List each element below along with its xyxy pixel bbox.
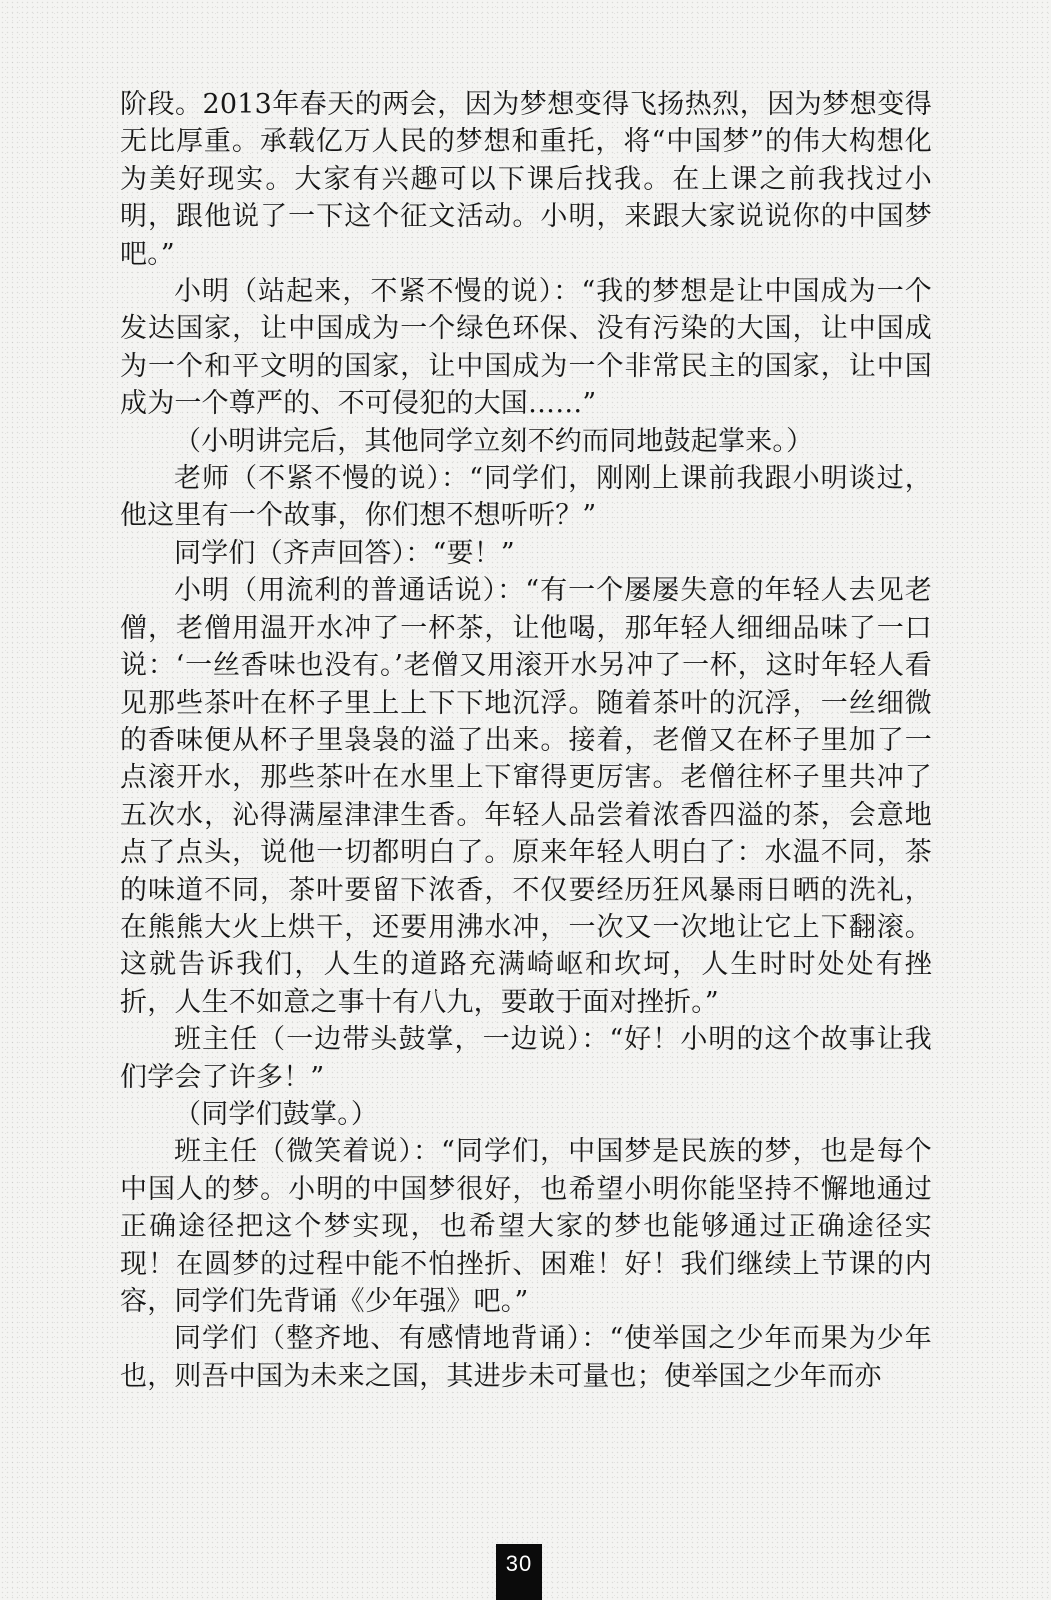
paragraph-recitation: 同学们（整齐地、有感情地背诵）：“使举国之少年而果为少年也，则吾中国为未来之国，其进步未可量也；使举国之少年而亦 [120, 1323, 932, 1392]
paragraph-intro-continuation: 阶段。2013年春天的两会，因为梦想变得飞扬热烈，因为梦想变得无比厚重。承载亿万人民的梦想和重托，将“中国梦”的伟大构想化为美好现实。大家有兴趣可以下课后找我。在上课之前我找过小明，跟他说了一下这个征文活动。小明，来跟大家说说你的中国梦吧。” [120, 89, 932, 270]
paragraph-students-answer: 同学们（齐声回答）：“要！” [174, 537, 515, 569]
paragraph-xiaoming-dream: 小明（站起来，不紧不慢的说）：“我的梦想是让中国成为一个发达国家，让中国成为一个绿色环保、没有污染的大国，让中国成为一个和平文明的国家，让中国成为一个非常民主的国家，让中国成为一个尊严的、不可侵犯的大国……” [120, 276, 932, 420]
paragraph-head-teacher-speech: 班主任（微笑着说）：“同学们，中国梦是民族的梦，也是每个中国人的梦。小明的中国梦很好，也希望小明你能坚持不懈地通过正确途径把这个梦实现，也希望大家的梦也能够通过正确途径实现！在圆梦的过程中能不怕挫折、困难！好！我们继续上节课的内容，同学们先背诵《少年强》吧。” [120, 1136, 932, 1317]
paragraph-teacher-story: 老师（不紧不慢的说）：“同学们，刚刚上课前我跟小明谈过，他这里有一个故事，你们想不想听听？” [120, 463, 932, 532]
page-number: 30 [496, 1544, 542, 1600]
paragraph-stage-direction-applause: （小明讲完后，其他同学立刻不约而同地鼓起掌来。） [174, 425, 814, 457]
paragraph-tea-story: 小明（用流利的普通话说）：“有一个屡屡失意的年轻人去见老僧，老僧用温开水冲了一杯茶，让他喝，那年轻人细细品味了一口说：‘一丝香味也没有。’老僧又用滚开水另冲了一杯，这时年轻人看见那些茶叶在杯子里上上下下地沉浮。随着茶叶的沉浮，一丝细微的香味便从杯子里袅袅的溢了出来。接着，老僧又在杯子里加了一点滚开水，那些茶叶在水里上下窜得更厉害。老僧往杯子里共冲了五次水，沁得满屋津津生香。年轻人品尝着浓香四溢的茶，会意地点了点头，说他一切都明白了。原来年轻人明白了：水温不同，茶的味道不同，茶叶要留下浓香，不仅要经历狂风暴雨日晒的洗礼，在熊熊大火上烘干，还要用沸水冲，一次又一次地让它上下翻滚。这就告诉我们，人生的道路充满崎岖和坎坷，人生时时处处有挫折，人生不如意之事十有八九，要敢于面对挫折。” [120, 575, 932, 1018]
paragraph-head-teacher-praise: 班主任（一边带头鼓掌，一边说）：“好！小明的这个故事让我们学会了许多！” [120, 1024, 932, 1093]
page-body [120, 86, 932, 1395]
paragraph-students-clap: （同学们鼓掌。） [174, 1098, 379, 1130]
